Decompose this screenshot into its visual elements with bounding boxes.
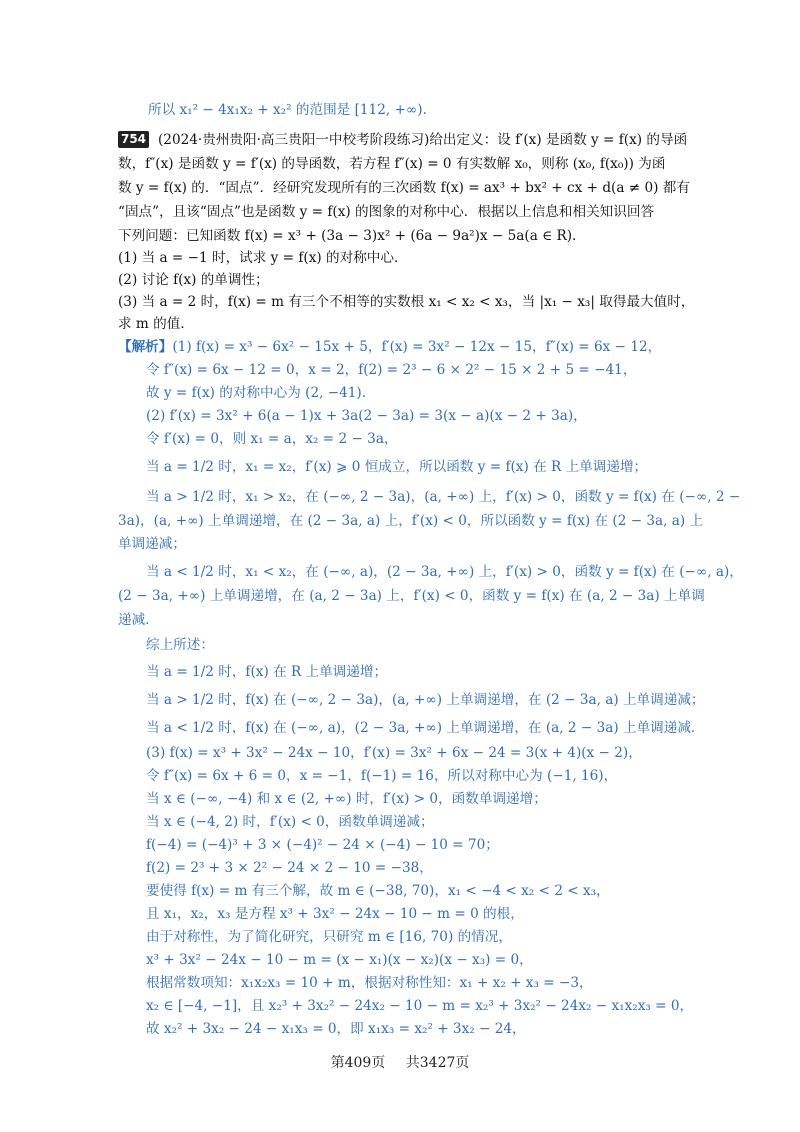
solution-line: x₂ ∈ [−4, −1]，且 x₂³ + 3x₂² − 24x₂ − 10 − m = x₂³ + 3x₂² − 24x₂ − x₁x₂x₃ = 0， xyxy=(146,998,694,1014)
solution-line: 当 x ∈ (−4, 2) 时，f′(x) < 0，函数单调递减； xyxy=(146,814,434,830)
problem-line: 数，f″(x) 是函数 y = f′(x) 的导函数，若方程 f″(x) = 0 有实数解 x₀，则称 (x₀, f(x₀)) 为函 xyxy=(118,156,666,172)
solution-tag: 【解析】 xyxy=(118,339,173,355)
solution-line: 当 a > 1/2 时，f(x) 在 (−∞, 2 − 3a)，(a, +∞) 上单调递增，在 (2 − 3a, a) 上单调递减； xyxy=(146,692,705,708)
solution-line: 递减． xyxy=(118,612,159,628)
solution-line: 当 a < 1/2 时，f(x) 在 (−∞, a)，(2 − 3a, +∞) 上单调递增，在 (a, 2 − 3a) 上单调递减． xyxy=(146,720,705,736)
solution-line: 令 f′(x) = 0，则 x₁ = a，x₂ = 2 − 3a， xyxy=(146,431,398,447)
solution-line: (3) f(x) = x³ + 3x² − 24x − 10，f′(x) = 3x² + 6x − 24 = 3(x + 4)(x − 2)， xyxy=(146,745,642,761)
problem-line: 数 y = f(x) 的．“固点”．经研究发现所有的三次函数 f(x) = ax³ + bx² + cx + d(a ≠ 0) 都有 xyxy=(118,180,690,196)
solution-line: 由于对称性，为了简化研究，只研究 m ∈ [16, 70) 的情况， xyxy=(146,929,512,945)
solution-line: 根据常数项知：x₁x₂x₃ = 10 + m，根据对称性知：x₁ + x₂ + x₃ = −3， xyxy=(146,975,593,991)
solution-line: (2) f′(x) = 3x² + 6(a − 1)x + 3a(2 − 3a) = 3(x − a)(x − 2 + 3a)， xyxy=(146,408,587,424)
solution-line: 当 a > 1/2 时，x₁ > x₂，在 (−∞, 2 − 3a)，(a, +∞) 上，f′(x) > 0，函数 y = f(x) 在 (−∞, 2 − xyxy=(146,489,741,505)
page-number: 第409页 xyxy=(330,1055,386,1071)
total-pages: 共3427页 xyxy=(405,1055,470,1071)
solution-line: 故 y = f(x) 的对称中心为 (2, −41). xyxy=(146,385,367,401)
problem-line: (1) 当 a = −1 时，试求 y = f(x) 的对称中心． xyxy=(118,250,408,266)
problem-line: (2) 讨论 f(x) 的单调性； xyxy=(118,272,269,288)
solution-line: 当 x ∈ (−∞, −4) 和 x ∈ (2, +∞) 时，f′(x) > 0，函数单调递增； xyxy=(146,791,547,807)
solution-line: (1) f(x) = x³ − 6x² − 15x + 5，f′(x) = 3x² − 12x − 15，f″(x) = 6x − 12， xyxy=(172,339,662,355)
solution-line: 令 f″(x) = 6x + 6 = 0，x = −1，f(−1) = 16，所以对称中心为 (−1, 16)， xyxy=(146,768,618,784)
solution-line: f(2) = 2³ + 3 × 2² − 24 × 2 − 10 = −38， xyxy=(146,860,433,876)
page-footer xyxy=(0,1052,800,1072)
problem-line: 下列问题：已知函数 f(x) = x³ + (3a − 3)x² + (6a − 9a²)x − 5a(a ∈ R). xyxy=(118,228,577,244)
solution-line: 当 a < 1/2 时，x₁ < x₂，在 (−∞, a)，(2 − 3a, +∞) 上，f′(x) > 0，函数 y = f(x) 在 (−∞, a)， xyxy=(146,564,743,580)
solution-line: (2 − 3a, +∞) 上单调递增，在 (a, 2 − 3a) 上，f′(x) < 0，函数 y = f(x) 在 (a, 2 − 3a) 上单调 xyxy=(118,588,705,604)
solution-line: x³ + 3x² − 24x − 10 − m = (x − x₁)(x − x₂)(x − x₃) = 0， xyxy=(146,952,533,968)
problem-line: (3) 当 a = 2 时，f(x) = m 有三个不相等的实数根 x₁ < x₂ < x₃，当 |x₁ − x₃| 取得最大值时， xyxy=(118,294,695,310)
solution-line: 要使得 f(x) = m 有三个解，故 m ∈ (−38, 70)，x₁ < −4 < x₂ < 2 < x₃， xyxy=(146,883,610,899)
problem-line: “固点”，且该“固点”也是函数 y = f(x) 的图象的对称中心．根据以上信息和相关知识回答 xyxy=(118,204,655,220)
previous-answer-line: 所以 x₁² − 4x₁x₂ + x₂² 的范围是 [112, +∞). xyxy=(148,102,427,118)
problem-line: (2024·贵州贵阳·高三贵阳一中校考阶段练习)给出定义：设 f′(x) 是函数 y = f(x) 的导函 xyxy=(158,132,688,148)
problem-number-badge: 754 xyxy=(118,131,149,148)
problem-line: 求 m 的值． xyxy=(118,316,194,332)
solution-line: 故 x₂² + 3x₂ − 24 − x₁x₃ = 0，即 x₁x₃ = x₂² + 3x₂ − 24， xyxy=(146,1021,526,1037)
solution-line: 单调递减； xyxy=(118,536,186,552)
solution-line: 当 a = 1/2 时，x₁ = x₂，f′(x) ⩾ 0 恒成立，所以函数 y = f(x) 在 R 上单调递增； xyxy=(146,459,648,475)
solution-line: 3a)，(a, +∞) 上单调递增，在 (2 − 3a, a) 上，f′(x) < 0，所以函数 y = f(x) 在 (2 − 3a, a) 上 xyxy=(118,513,704,529)
solution-line: 且 x₁，x₂，x₃ 是方程 x³ + 3x² − 24x − 10 − m = 0 的根， xyxy=(146,906,524,922)
solution-first-line xyxy=(118,338,661,356)
solution-line: 令 f″(x) = 6x − 12 = 0，x = 2，f(2) = 2³ − 6 × 2² − 15 × 2 + 5 = −41， xyxy=(146,362,637,378)
solution-line: f(−4) = (−4)³ + 3 × (−4)² − 24 × (−4) − 10 = 70； xyxy=(146,837,499,853)
solution-line: 综上所述： xyxy=(146,637,214,653)
solution-line: 当 a = 1/2 时，f(x) 在 R 上单调递增； xyxy=(146,664,388,680)
